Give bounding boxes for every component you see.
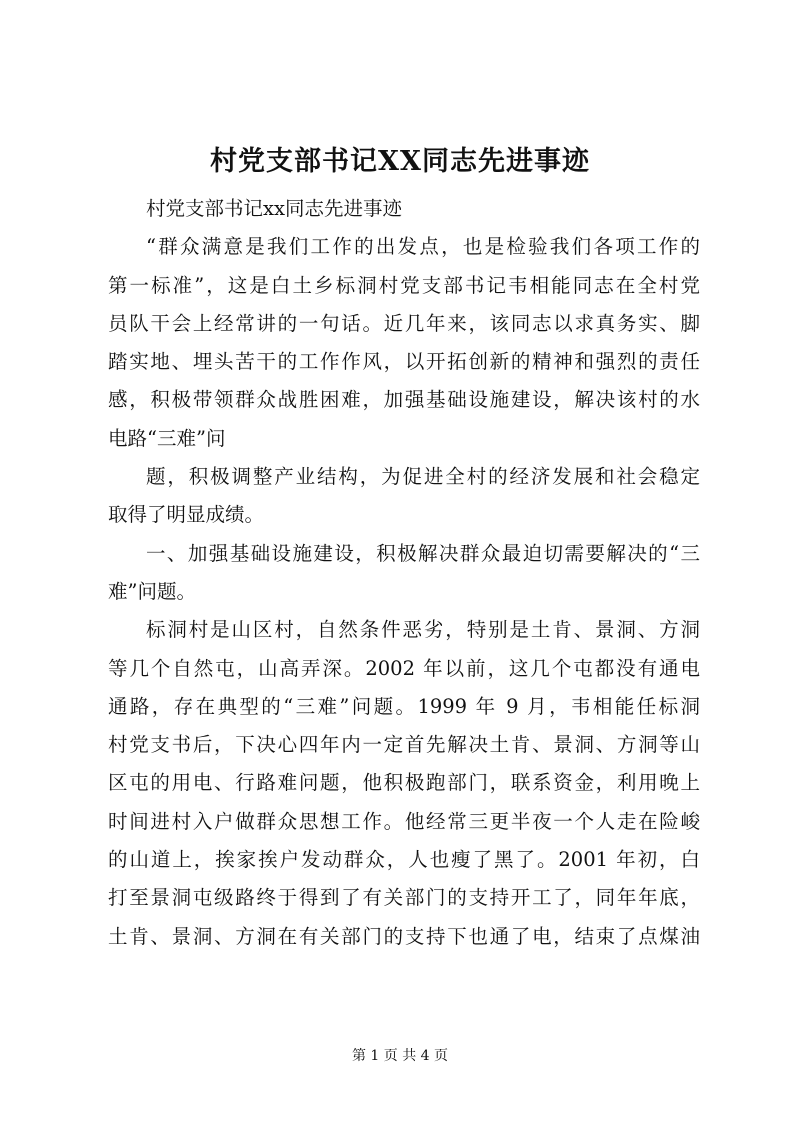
body-line: 打至景洞屯级路终于得到了有关部门的支持开工了，同年年底， bbox=[108, 886, 700, 910]
page-footer: 第 1 页 共 4 页 bbox=[351, 1048, 449, 1064]
document-body bbox=[108, 190, 700, 956]
body-line: 通路，存在典型的“三难”问题。1999 年 9 月，韦相能任标洞 bbox=[108, 694, 700, 718]
body-line: 难”问题。 bbox=[108, 579, 196, 603]
body-line: 员队干会上经常讲的一句话。近几年来，该同志以求真务实、脚 bbox=[108, 311, 700, 335]
body-line: “群众满意是我们工作的出发点，也是检验我们各项工作的 bbox=[146, 235, 700, 259]
body-line: 村党支部书记xx同志先进事迹 bbox=[146, 197, 402, 220]
body-line: 一、加强基础设施建设，积极解决群众最迫切需要解决的“三 bbox=[146, 541, 700, 565]
body-line: 第一标准”，这是白土乡标洞村党支部书记韦相能同志在全村党 bbox=[108, 273, 700, 297]
body-line: 踏实地、埋头苦干的工作作风，以开拓创新的精神和强烈的责任 bbox=[108, 350, 700, 374]
document-title: 村党支部书记XX同志先进事迹 bbox=[210, 146, 590, 177]
body-line: 题，积极调整产业结构，为促进全村的经济发展和社会稳定 bbox=[146, 465, 700, 489]
body-line: 取得了明显成绩。 bbox=[108, 503, 265, 527]
body-line: 的山道上，挨家挨户发动群众，人也瘦了黑了。2001 年初，白 bbox=[108, 848, 700, 872]
body-line: 感，积极带领群众战胜困难，加强基础设施建设，解决该村的水 bbox=[108, 388, 700, 412]
body-line: 时间进村入户做群众思想工作。他经常三更半夜一个人走在险峻 bbox=[108, 809, 700, 833]
body-line: 标洞村是山区村，自然条件恶劣，特别是土肯、景洞、方洞 bbox=[146, 618, 700, 642]
body-line: 电路“三难”问 bbox=[108, 426, 226, 450]
body-line: 区屯的用电、行路难问题，他积极跑部门，联系资金，利用晚上 bbox=[108, 771, 700, 795]
body-line: 土肯、景洞、方洞在有关部门的支持下也通了电，结束了点煤油 bbox=[108, 924, 700, 948]
body-line: 村党支书后，下决心四年内一定首先解决土肯、景洞、方洞等山 bbox=[108, 733, 700, 757]
body-line: 等几个自然屯，山高弄深。2002 年以前，这几个屯都没有通电 bbox=[108, 656, 700, 680]
